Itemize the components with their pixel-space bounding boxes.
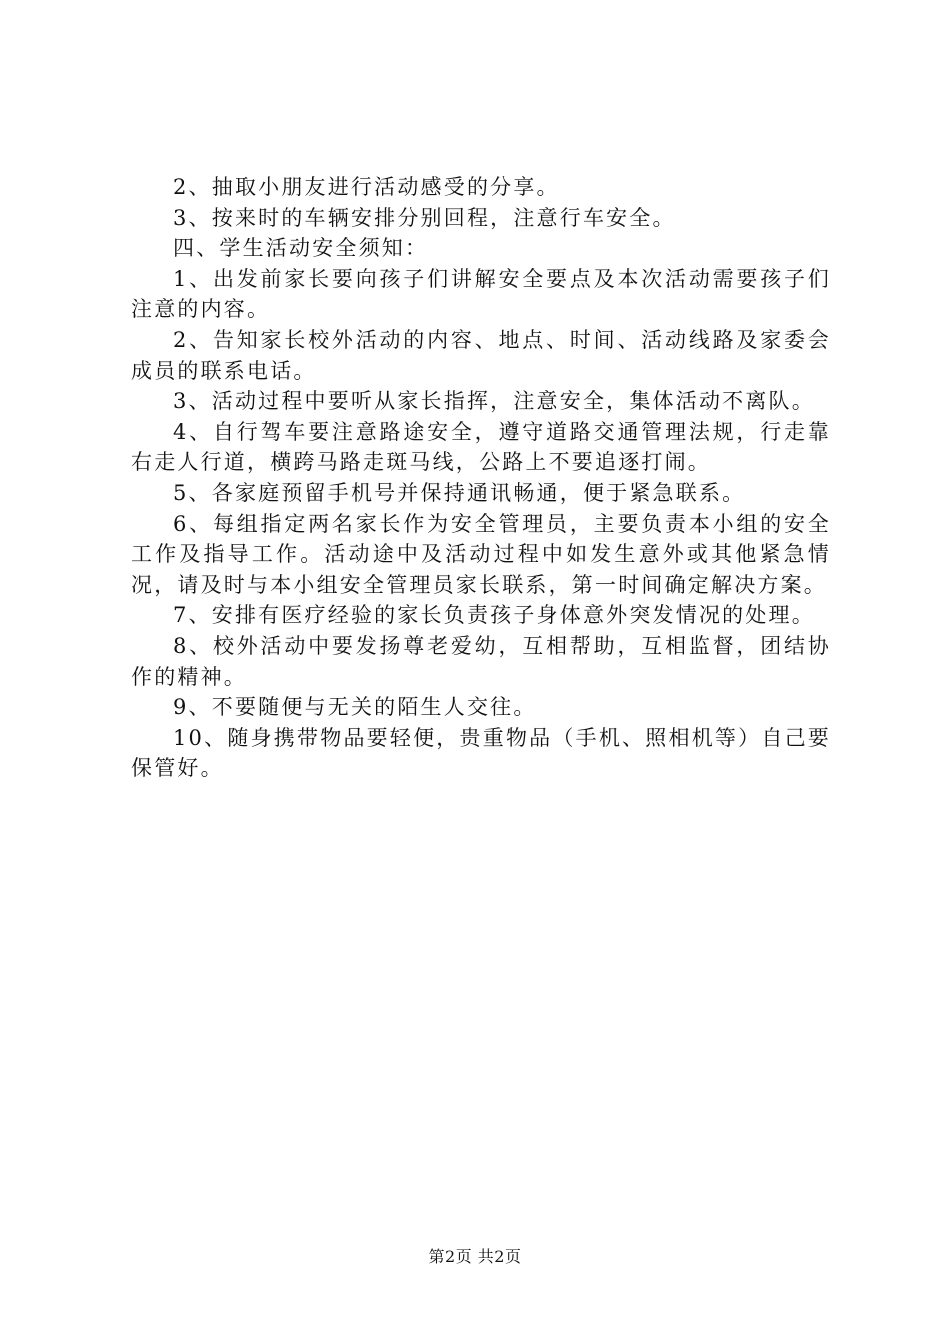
- paragraph-return-trip: 3、按来时的车辆安排分别回程，注意行车安全。: [173, 205, 676, 230]
- document-body: [131, 172, 831, 784]
- paragraph-safety-item-4: 4、自行驾车要注意路途安全，遵守道路交通管理法规，行走靠右走人行道，横跨马路走斑马线，公路上不要追逐打闹。: [131, 419, 831, 475]
- paragraph-safety-item-7: 7、安排有医疗经验的家长负责孩子身体意外突发情况的处理。: [173, 603, 815, 628]
- paragraph-safety-item-2: 2、告知家长校外活动的内容、地点、时间、活动线路及家委会成员的联系电话。: [131, 327, 831, 383]
- paragraph-activity-sharing: 2、抽取小朋友进行活动感受的分享。: [173, 175, 560, 199]
- page-footer: [0, 1244, 950, 1267]
- paragraph-safety-item-1: 1、出发前家长要向孩子们讲解安全要点及本次活动需要孩子们注意的内容。: [131, 266, 831, 322]
- paragraph-safety-item-9: 9、不要随便与无关的陌生人交往。: [173, 695, 537, 720]
- page-number-label: 第2页 共2页: [428, 1247, 522, 1266]
- paragraph-safety-item-6: 6、每组指定两名家长作为安全管理员，主要负责本小组的安全工作及指导工作。活动途中及活动过程中如发生意外或其他紧急情况，请及时与本小组安全管理员家长联系，第一时间确定解决方案。: [131, 511, 831, 597]
- paragraph-safety-item-10: 10、随身携带物品要轻便，贵重物品（手机、照相机等）自己要保管好。: [131, 725, 831, 781]
- paragraph-safety-item-5: 5、各家庭预留手机号并保持通讯畅通，便于紧急联系。: [173, 480, 746, 505]
- paragraph-safety-item-3: 3、活动过程中要听从家长指挥，注意安全，集体活动不离队。: [173, 389, 815, 414]
- section-heading-safety-notice: 四、学生活动安全须知：: [173, 236, 429, 261]
- paragraph-safety-item-8: 8、校外活动中要发扬尊老爱幼，互相帮助，互相监督，团结协作的精神。: [131, 633, 831, 689]
